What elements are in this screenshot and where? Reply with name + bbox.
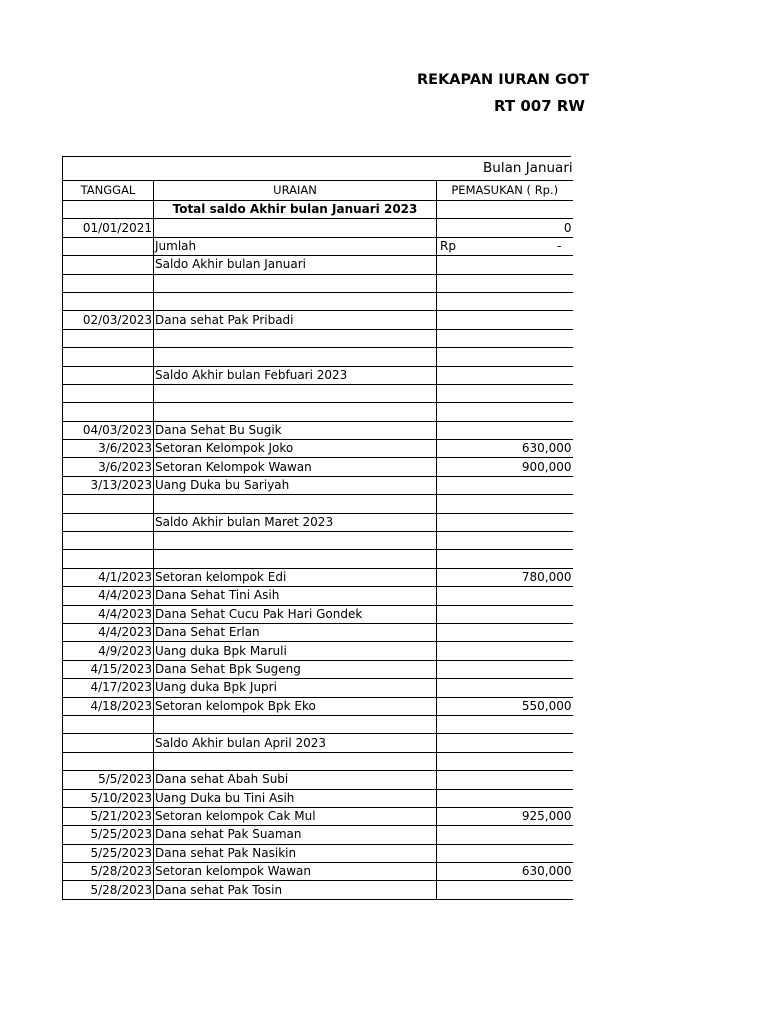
- row-date: 4/15/2023: [63, 660, 154, 678]
- row-date: [63, 201, 154, 219]
- table-row: [63, 532, 573, 550]
- row-amount: [437, 348, 573, 366]
- row-amount: [437, 292, 573, 310]
- row-amount: [437, 201, 573, 219]
- table-row: [63, 844, 573, 862]
- row-amount: [437, 366, 573, 384]
- row-description: [154, 752, 437, 770]
- currency-prefix: Rp: [440, 238, 456, 253]
- table-row: [63, 476, 573, 494]
- row-date: 02/03/2023: [63, 311, 154, 329]
- row-amount: 0: [437, 219, 573, 237]
- row-amount: [437, 623, 573, 641]
- row-amount: [437, 844, 573, 862]
- month-label: Bulan Januari: [483, 160, 573, 176]
- page-title: REKAPAN IURAN GOT: [417, 72, 590, 88]
- row-amount: 630,000: [437, 863, 573, 881]
- row-amount: [437, 587, 573, 605]
- row-description: [154, 274, 437, 292]
- row-date: 4/1/2023: [63, 568, 154, 586]
- table-row: [63, 807, 573, 825]
- row-amount: [437, 274, 573, 292]
- row-date: [63, 348, 154, 366]
- row-description: [154, 403, 437, 421]
- row-description: Dana sehat Pak Nasikin: [154, 844, 437, 862]
- row-date: [63, 329, 154, 347]
- row-description: Uang duka Bpk Maruli: [154, 642, 437, 660]
- row-amount: [437, 789, 573, 807]
- row-date: [63, 734, 154, 752]
- row-amount: [437, 513, 573, 531]
- table-row: [63, 219, 573, 237]
- row-description: Total saldo Akhir bulan Januari 2023: [154, 201, 437, 219]
- row-description: Setoran kelompok Bpk Eko: [154, 697, 437, 715]
- row-description: Dana Sehat Cucu Pak Hari Gondek: [154, 605, 437, 623]
- row-description: Uang Duka bu Tini Asih: [154, 789, 437, 807]
- page-subtitle: RT 007 RW: [494, 97, 585, 115]
- row-description: Saldo Akhir bulan Januari: [154, 256, 437, 274]
- row-date: 4/4/2023: [63, 605, 154, 623]
- row-amount: [437, 679, 573, 697]
- row-date: 5/25/2023: [63, 826, 154, 844]
- row-date: 5/5/2023: [63, 771, 154, 789]
- row-amount: [437, 642, 573, 660]
- table-row: [63, 826, 573, 844]
- row-amount: [437, 550, 573, 568]
- row-date: 5/21/2023: [63, 807, 154, 825]
- row-amount: [437, 532, 573, 550]
- table-row: [63, 623, 573, 641]
- row-description: Setoran kelompok Wawan: [154, 863, 437, 881]
- table-row: [63, 513, 573, 531]
- row-amount: 925,000: [437, 807, 573, 825]
- row-amount: [437, 881, 573, 899]
- row-amount: [437, 752, 573, 770]
- row-description: Dana Sehat Tini Asih: [154, 587, 437, 605]
- table-row: [63, 587, 573, 605]
- table-row: [63, 752, 573, 770]
- column-header-tanggal: TANGGAL: [63, 181, 154, 201]
- row-amount: [437, 734, 573, 752]
- table-row: [63, 274, 573, 292]
- row-date: 4/18/2023: [63, 697, 154, 715]
- row-description: Dana sehat Abah Subi: [154, 771, 437, 789]
- table-row: [63, 292, 573, 310]
- table-row: [63, 421, 573, 439]
- row-description: [154, 550, 437, 568]
- table-row: [63, 697, 573, 715]
- row-description: Uang Duka bu Sariyah: [154, 476, 437, 494]
- row-amount: [437, 237, 573, 255]
- table-row: [63, 789, 573, 807]
- row-amount: [437, 384, 573, 402]
- table-row: [63, 605, 573, 623]
- row-date: [63, 715, 154, 733]
- row-description: [154, 329, 437, 347]
- row-description: Setoran kelompok Cak Mul: [154, 807, 437, 825]
- row-description: Setoran Kelompok Wawan: [154, 458, 437, 476]
- row-amount: [437, 329, 573, 347]
- row-amount: [437, 715, 573, 733]
- row-date: 3/6/2023: [63, 440, 154, 458]
- row-description: [154, 384, 437, 402]
- row-description: Saldo Akhir bulan April 2023: [154, 734, 437, 752]
- table-row: [63, 458, 573, 476]
- row-amount: [437, 660, 573, 678]
- row-date: 4/17/2023: [63, 679, 154, 697]
- table-row: [63, 660, 573, 678]
- table-row: [63, 311, 573, 329]
- row-description: Dana Sehat Erlan: [154, 623, 437, 641]
- row-date: [63, 532, 154, 550]
- row-amount: [437, 311, 573, 329]
- table-row: [63, 863, 573, 881]
- row-date: 5/28/2023: [63, 881, 154, 899]
- row-description: Uang duka Bpk Jupri: [154, 679, 437, 697]
- row-date: 04/03/2023: [63, 421, 154, 439]
- row-description: Saldo Akhir bulan Maret 2023: [154, 513, 437, 531]
- row-date: [63, 274, 154, 292]
- table-row: [63, 366, 573, 384]
- row-description: Dana Sehat Bpk Sugeng: [154, 660, 437, 678]
- row-date: 5/25/2023: [63, 844, 154, 862]
- row-date: 01/01/2021: [63, 219, 154, 237]
- row-date: 3/6/2023: [63, 458, 154, 476]
- row-amount: [437, 605, 573, 623]
- row-description: [154, 292, 437, 310]
- table-row: [63, 715, 573, 733]
- row-date: [63, 292, 154, 310]
- row-date: [63, 495, 154, 513]
- row-date: [63, 256, 154, 274]
- row-amount: 900,000: [437, 458, 573, 476]
- row-description: [154, 495, 437, 513]
- row-description: Jumlah: [154, 237, 437, 255]
- table-row: [63, 550, 573, 568]
- row-amount: [437, 421, 573, 439]
- table-row: [63, 237, 573, 255]
- row-description: [154, 532, 437, 550]
- row-date: 4/9/2023: [63, 642, 154, 660]
- row-description: Dana Sehat Bu Sugik: [154, 421, 437, 439]
- row-amount: 630,000: [437, 440, 573, 458]
- header-row: [63, 181, 573, 201]
- row-date: 5/28/2023: [63, 863, 154, 881]
- row-date: [63, 384, 154, 402]
- amount-value: -: [557, 238, 562, 253]
- table-row: [63, 568, 573, 586]
- column-header-pemasukan: PEMASUKAN ( Rp.): [437, 181, 573, 201]
- row-amount: [437, 403, 573, 421]
- row-date: [63, 403, 154, 421]
- row-amount: [437, 771, 573, 789]
- column-header-uraian: URAIAN: [154, 181, 437, 201]
- row-amount: [437, 256, 573, 274]
- table-row: [63, 642, 573, 660]
- row-amount: [437, 826, 573, 844]
- row-date: [63, 366, 154, 384]
- row-date: 4/4/2023: [63, 623, 154, 641]
- row-date: [63, 237, 154, 255]
- row-description: Saldo Akhir bulan Febfuari 2023: [154, 366, 437, 384]
- row-description: [154, 715, 437, 733]
- row-description: Dana sehat Pak Pribadi: [154, 311, 437, 329]
- row-date: 5/10/2023: [63, 789, 154, 807]
- ledger-table: [62, 180, 573, 900]
- table-row: [63, 440, 573, 458]
- table-row: [63, 256, 573, 274]
- table-row: [63, 201, 573, 219]
- row-description: [154, 219, 437, 237]
- row-date: 4/4/2023: [63, 587, 154, 605]
- table-row: [63, 384, 573, 402]
- row-description: [154, 348, 437, 366]
- table-row: [63, 771, 573, 789]
- table-row: [63, 881, 573, 899]
- table-row: [63, 734, 573, 752]
- row-amount: [437, 476, 573, 494]
- row-amount: [437, 495, 573, 513]
- table-row: [63, 348, 573, 366]
- row-date: [63, 513, 154, 531]
- row-date: [63, 752, 154, 770]
- row-description: Setoran Kelompok Joko: [154, 440, 437, 458]
- row-description: Dana sehat Pak Suaman: [154, 826, 437, 844]
- table-row: [63, 329, 573, 347]
- row-description: Setoran kelompok Edi: [154, 568, 437, 586]
- row-description: Dana sehat Pak Tosin: [154, 881, 437, 899]
- row-date: [63, 550, 154, 568]
- row-amount: 550,000: [437, 697, 573, 715]
- row-date: 3/13/2023: [63, 476, 154, 494]
- table-row: [63, 495, 573, 513]
- table-row: [63, 403, 573, 421]
- table-row: [63, 679, 573, 697]
- row-amount: 780,000: [437, 568, 573, 586]
